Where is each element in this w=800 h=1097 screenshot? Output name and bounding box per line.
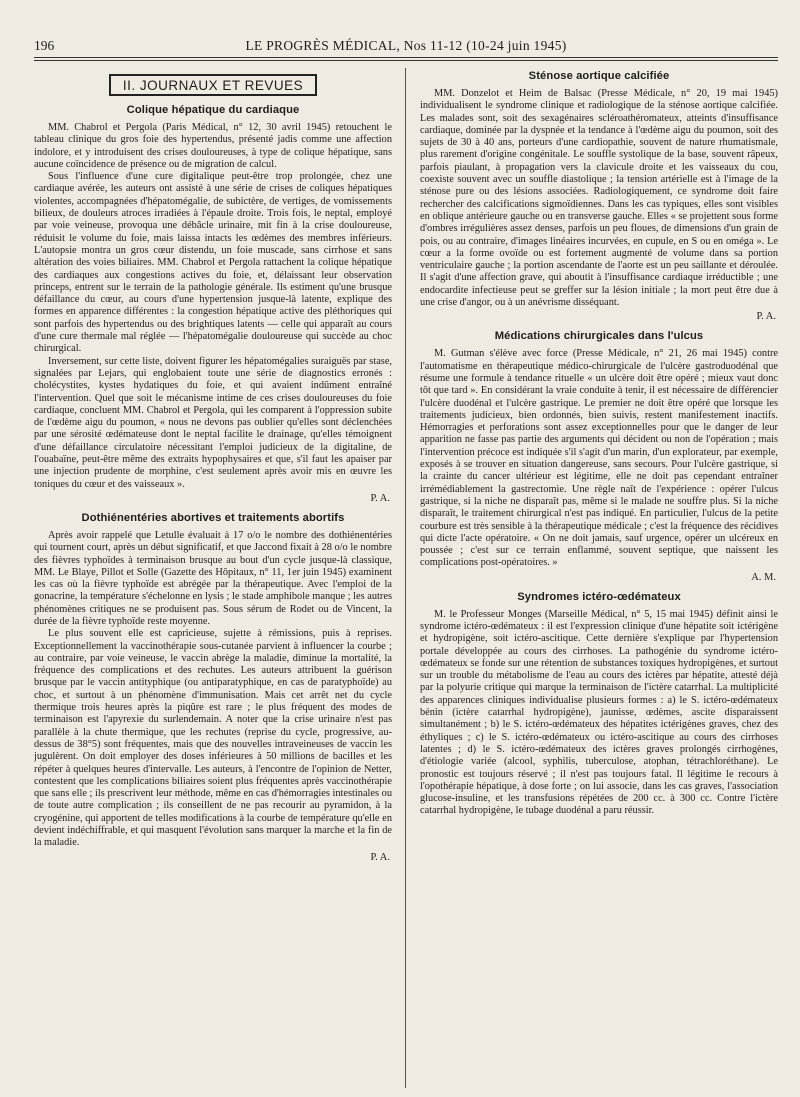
article-signature: A. M. <box>751 571 776 583</box>
article-title: Sténose aortique calcifiée <box>528 70 670 82</box>
article-dothienenteries <box>34 512 392 863</box>
page-number: 196 <box>34 38 55 53</box>
article-stenose <box>420 70 778 322</box>
article-paragraph: M. le Professeur Monges (Marseille Médical, n° 5, 15 mai 1945) définit ainsi le syndrome ictéro-œdémateux : il est l'expression clinique d'une hépatite soit ictérigène et hydropigène, soit ictéro-ascitique. Cette dernière s'explique par l'hypertension portale développée au cours des cirrhoses. La pathogénie du syndrome ictéro-œdémateux se fonde sur une rétention de substances toxiques hydropigènes, et surtout sur un trouble du métabolisme de l'eau au cours des ictères par hépatite, attesté déjà par la polyurie critique qui marque la terminaison de l'ictère catarrhal. La multiplicité des apparences cliniques individualise plusieurs formes : a) le S. ictéro-œdémateux bénin (ictère catarrhal hydropigène), jaunisse, œdèmes, ascite disparaissent simultanément ; b) le S. ictéro-œdémateux des hépatites ictérigènes graves, chez des éthyliques ; c) le S. ictéro-œdémateux ou ictéro-ascitique au cours des cirrhoses latentes ; d) le S. ictéro-œdémateux des ictères graves prolongés cirrhogènes, d'étiologie variée (alcool, syphilis, tuberculose, atophan, tétrachloréthane). Le pronostic est toujours réservé ; il n'est pas toujours fatal. Il légitime le recours à l'opothérapie hépatique, à dose forte ; on lui associe, dans les cas graves, l'association glucose-insuline, et les transfusions répétées de 200 cc. à 300 cc. Contre l'ictère catarrhal hydropigène, le tubage duodénal a paru réussir. <box>420 608 778 817</box>
article-ictero <box>420 591 778 818</box>
article-signature: P. A. <box>756 311 776 323</box>
running-header <box>34 38 778 56</box>
left-column <box>34 68 392 1088</box>
right-column <box>420 68 778 1088</box>
article-signature: P. A. <box>370 851 390 863</box>
article-paragraph: MM. Donzelot et Heim de Balsac (Presse Médicale, n° 20, 19 mai 1945) individualisent le syndrome clinique et radiologique de la sténose aortique calcifiée. Les malades sont, soit des sexagénaires scléroathéromateux, atteints d'insuffisance cardiaque, dominée par la dyspnée et la tendance à l'œdème aigu du poumon, soit des sujets de 30 à 40 ans, porteurs d'une cardiopathie, souvent de nature rhumatismale, plus rarement d'origine congénitale. Le souffle systolique de la base, souvent râpeux, parfois piaulant, à propagation vers la clavicule droite et les vaisseaux du cou, coexiste souvent avec un souffle diastolique ; la tension artérielle est à l'image de la sténose pure ou des lésions associées. Radiologiquement, ce syndrome doit faire rechercher des calcifications sigmoïdiennes. Dans les cas typiques, elles sont visibles en oblique antérieure gauche ou en transverse gauche. Elles « se projettent sous forme d'ombres irrégulières assez denses, parfois un peu floues, de dimensions d'un grain de pois, ou au contraire, d'images linéaires incurvées, en cupule, en S ou en oméga ». Le cœur a la forme ovoïde ou est fortement augmenté de volume dans sa portion ventriculaire gauche ; la portion ascendante de l'aorte est un peu saillante et déroulée. Il s'agit d'une affection grave, qui aboutit à l'insuffisance cardiaque irréductible ; une endocardite infectieuse peut se greffer sur la lésion initiale ; la mort peut être due à une crise d'angor, ou à un anévrisme disséquant. <box>420 88 778 309</box>
article-ulcus <box>420 330 778 582</box>
article-paragraph: Sous l'influence d'une cure digitalique peut-être trop prolongée, chez une cardiaque avérée, les auteurs ont assisté à une série de crises de coliques hépatiques violentes, accompagnées d'hépatomégalie, de subictère, de vertiges, de vomissements bilieux, de douleurs atroces irradiées à l'épaule droite. Trois fois, le neptal, employé par voie veineuse, provoqua une débâcle urinaire, mit fin à la crise douloureuse, réduisit le volume du foie, mais laissa intacts les œdèmes des membres inférieurs. L'autopsie montra un gros cœur distendu, un foie muscade, sans cirrhose et sans altération des voies biliaires. MM. Chabrol et Pergola rattachent la colique hépatique des cardiaques aux congestions actives du foie, et, délaissant leur observation princeps, entrent sur le terrain de la pathologie générale. Ils estiment qu'une brusque défaillance du cœur, au cours d'une hypertension jusque-là latente, explique des formes en apparence différentes : la congestion hépatique active des pléthoriques qui sont parfois des hypertendus ou des brightiques latents — celle qui apparaît au cours d'une cure thermale mal réglée — l'hépatomégalie douloureuse qui succède au choc chirurgical. <box>34 171 392 355</box>
column-separator <box>405 68 406 1088</box>
article-paragraph: MM. Chabrol et Pergola (Paris Médical, n° 12, 30 avril 1945) retouchent le tableau clinique du gros foie des hypertendus, présenté jadis comme une affection indolore, et y introduisent des crises douloureuses, à type de colique hépatique, sans aucune coïncidence de présence ou de migration de calcul. <box>34 122 392 170</box>
section-heading <box>34 74 392 96</box>
journal-title: LE PROGRÈS MÉDICAL, Nos 11-12 (10-24 juin 1945) <box>245 38 567 53</box>
section-title: II. JOURNAUX ET REVUES <box>109 74 317 96</box>
header-rule <box>34 57 778 58</box>
header-rule-double <box>34 60 778 61</box>
article-paragraph: Le plus souvent elle est capricieuse, sujette à rémissions, puis à reprises. Exceptionnellement la vaccinothérapie sous-cutanée parvient à influencer la courbe ; au contraire, par voie veineuse, le vaccin abrège la maladie, diminue la mortalité, la fréquence des complications et des rechutes. Les auteurs attribuent la guérison brusque par le vaccin antityphique (ou antiparatyphique, en cas de paratyphoïde) au choc, et surtout à un phénomène d'immunisation. Mais cet arrêt net du cycle thermique trois heures après la piqûre est rare ; le plus fréquent des modes de terminaison est l'apyrexie du surlendemain. A noter que la crise urinaire n'est pas parallèle à la chute thermique, que les rechutes (reprise du cycle, progressive, au-dessus de 38°5) sont fréquentes, mais que des nouvelles intraveineuses de vaccin les jugulèrent. On doit employer des doses inférieures à 50 millions de bacilles et les répéter à quelques heures d'intervalle. Les auteurs, à l'encontre de l'opinion de Netter, contestent que les complications biliaires soient plus fréquentes après vaccinothérapie que sans elle ; ils prescrivent leur méthode, même en cas d'hémorragies intestinales ou de toute autre complication ; ils conseillent de ne pas recourir au pyramidon, à la cryogénine, qui apportent de telles modifications à la courbe de température qu'elle en devient indéchiffrable, et qui masquent l'évolution sans marquer la marche et la fin de la maladie. <box>34 628 392 849</box>
article-paragraph: Inversement, sur cette liste, doivent figurer les hépatomégalies suraiguës par stase, signalées par Lejars, qui englobaient toute une série de diagnostics erronés : cholécystites, kystes hydatiques du foie, et qui avaient indûment entraîné l'intervention. Quel que soit le mécanisme intime de ces crises douloureuses du foie cardiaque, concluent MM. Chabrol et Pergola, qui les comparent à l'oppression subite de l'œdème aigu du poumon, « nous ne devons pas oublier qu'elles sont déclenchées par une sérosité œdémateuse dont le neptal facilite le drainage, qu'elles témoignent d'une défaillance circulatoire nécessitant l'emploi judicieux de la digitaline, de l'ouabaïne, peut-être même des extraits hypophysaires et que, s'il faut les apaiser par une injection prudente de morphine, c'est seulement après avoir mis en œuvre les toniques du cœur et des vaisseaux ». <box>34 355 392 490</box>
article-title: Colique hépatique du cardiaque <box>126 104 300 116</box>
article-signature: P. A. <box>370 492 390 504</box>
columns <box>34 68 778 1088</box>
article-title: Syndromes ictéro-œdémateux <box>517 590 681 603</box>
article-title: Dothiénentéries abortives et traitements abortifs <box>81 511 345 524</box>
article-paragraph: Après avoir rappelé que Letulle évaluait à 17 o/o le nombre des dothiénentéries qui tournent court, après un début significatif, et que Jaccond fixait à 28 o/o le nombre des fièvres typhoïdes à terminaison brusque au bout d'un cycle jusque-là classique, MM. Le Blaye, Pillot et Solle (Gazette des Hôpitaux, n° 11, 1er juin 1945) examinent les cas où la fièvre typhoïde est abrégée par la thérapeutique. Avec l'emploi de la gonacrine, la température s'échelonne en lysis ; le stade amphibole manque ; les autres phénomènes critiques ne se produisent pas. Sous sérum de Rodet ou de Vincent, la durée de la fièvre typhoïde reste moyenne. <box>34 529 392 627</box>
article-colique <box>34 104 392 504</box>
article-paragraph: M. Gutman s'élève avec force (Presse Médicale, n° 21, 26 mai 1945) contre l'automatisme en thérapeutique médico-chirurgicale de l'ulcère gastroduodénal que résume une formule à tendance rituelle « un ulcère doit être opéré ; mieux vaut donc tôt que tard ». En considérant la vraie conduite à tenir, il est nécessaire de différencier l'ulcère duodénal et l'ulcère gastrique. Le premier ne doit être opéré que lorsque les traitements judicieux, bien ordonnés, bien suivis, restent manifestement inactifs. Hémorragies et perforations sont assez exceptionnelles pour que le danger de leur apparition ne fasse pas partie des arguments qui décident ou non de l'opération ; mais l'intervention précoce est indiquée s'il s'agit d'un marin, d'un explorateur, par exemple, exposés à se trouver en situation dangereuse, sans secours. Pour l'ulcère gastrique, si la crainte du cancer ultérieur est légitime, elle ne doit pas cependant entraîner irrémédiablement la gastrectomie. Une règle naît de l'expérience : opérer l'ulcus gastrique, si la niche ne disparaît pas, même si le malade ne souffre plus. Si la niche disparaît, le traitement chirurgical n'est pas indiqué. En particulier, l'ulcus de la petite courbure est très sensible à la thérapeutique médicale ; c'est la fréquence des récidives qui dicte l'acte opératoire. « On ne doit jamais, sauf urgence, opérer un ulcéreux en poussée ; c'est sur ce terrain enflammé, souvent septique, que naissent les complications post-opératoires. » <box>420 348 778 569</box>
article-title: Médications chirurgicales dans l'ulcus <box>494 330 704 343</box>
